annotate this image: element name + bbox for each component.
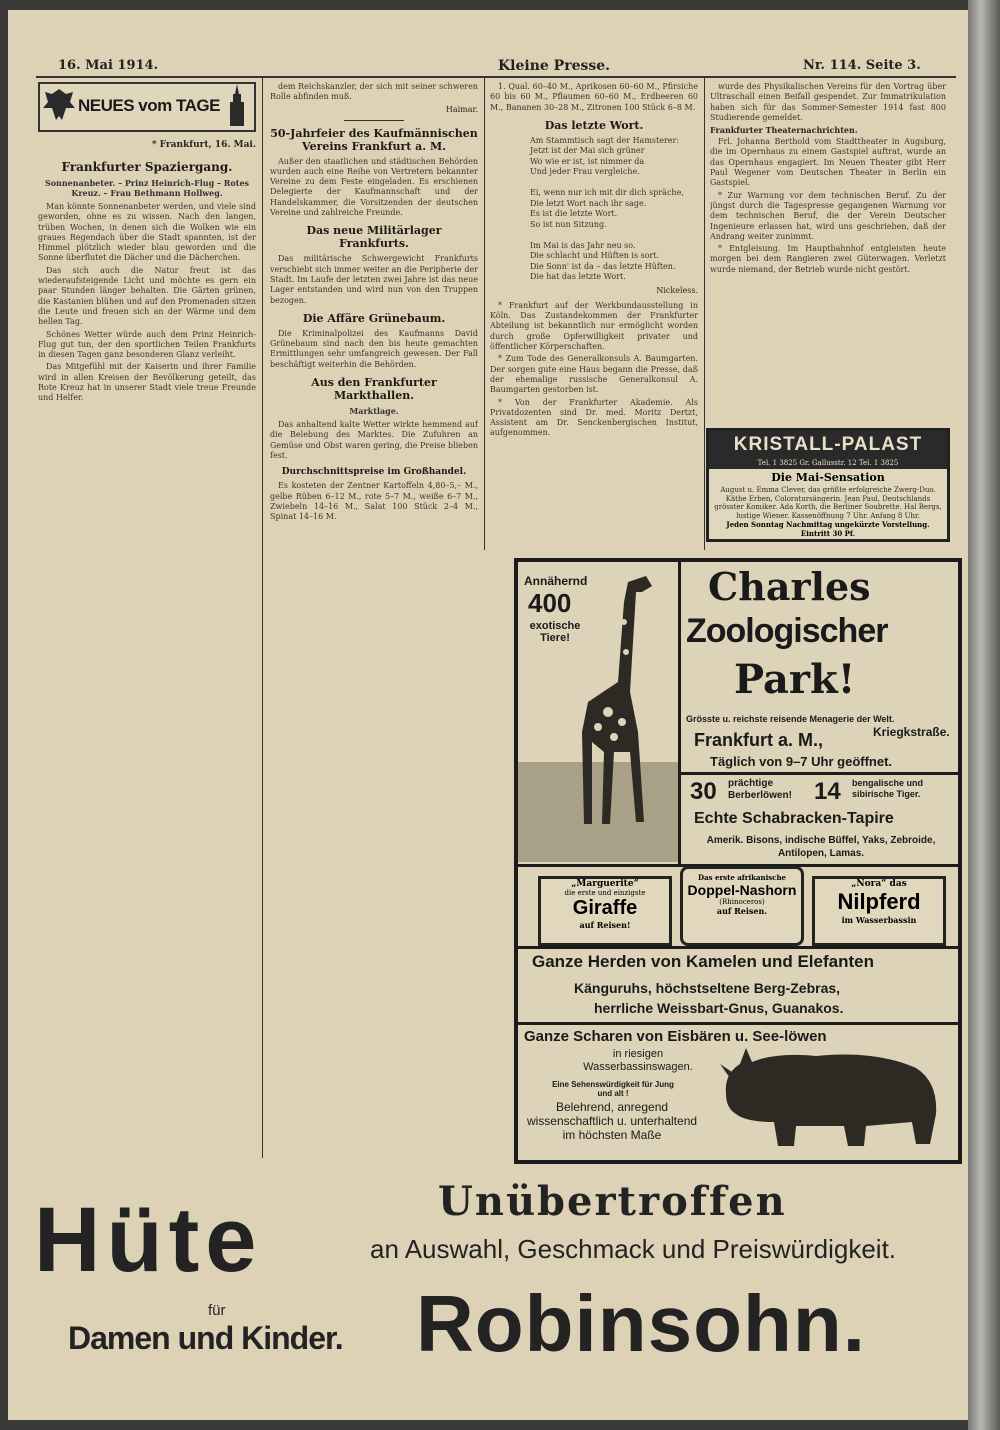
nilpferd-box-top: „Nora“ das — [851, 879, 907, 889]
cathedral-icon — [222, 84, 252, 126]
rhinoceros-icon — [716, 1034, 946, 1154]
nilpferd-box — [812, 876, 946, 946]
fuer-text: für — [208, 1302, 226, 1319]
unuebertroffen-text: Unübertroffen — [438, 1178, 787, 1225]
eagle-icon — [42, 86, 76, 124]
belehrend-text: Belehrend, anregend wissenschaftlich u. unterhaltend im höchsten Maße — [526, 1100, 698, 1142]
column-divider — [262, 78, 263, 1158]
divider — [518, 1022, 958, 1025]
nashorn-box-bottom: auf Reisen. — [716, 906, 768, 916]
kristall-headline: Die Mai-Sensation — [771, 471, 885, 484]
robinsohn-name: Robinsohn. — [416, 1279, 866, 1368]
masthead-rule — [36, 76, 956, 78]
zoo-hours: Täglich von 9–7 Uhr geöffnet. — [710, 754, 893, 769]
column-divider — [704, 78, 705, 550]
neues-vom-tage-logo — [38, 82, 256, 132]
zoo-street: Kriegkstraße. — [873, 725, 950, 739]
book-binding-edge — [968, 0, 1000, 1430]
poem-title: Das letzte Wort. — [544, 118, 644, 132]
article-paragraph: dem Reichskanzler, der sich mit seiner schweren Rolle abfinden muß. — [270, 82, 478, 102]
sehens-text: Eine Sehenswürdigkeit für Jung und alt ! — [552, 1080, 674, 1098]
article-heading: Das neue Militärlager Frankfurts. — [306, 224, 442, 251]
giraffe-box-big: Giraffe — [572, 897, 638, 919]
poem-line: Am Stammtisch sagt der Hamsterer: — [530, 135, 680, 145]
article-heading: 50-Jahrfeier des Kaufmännischen Vereins Frankfurt a. M. — [270, 126, 478, 153]
poem-line: Die Sonn' ist da – das letzte Hüften. — [530, 261, 676, 271]
giraffe-box-mid: die erste und einzigste — [564, 889, 646, 897]
article-heading: Frankfurter Theaternachrichten. — [710, 125, 858, 136]
article-paragraph: * Entgleisung. Im Hauptbahnhof entgleisten heute morgen bei dem Rangieren zwei Güterwagen. Verletzt wurde niemand, der Betrieb wurde nicht gestört. — [710, 244, 946, 274]
kristall-body: August u. Emma Clever, das größte erfolgreiche Zwerg-Duo. Käthe Erben, Coloratursängerin. Jean Paul, Deutschlands grösster Komiker. Ada Korth, die Berliner Soubrette. Hal Bergs, lustige Wiener. Kassenöffnung 7 Uhr. Anfang 8 Uhr. — [714, 486, 942, 520]
article-paragraph: Das militärische Schwergewicht Frankfurts verschiebt sich immer weiter an die Peripherie der Stadt. Im Laufe der letzten zwei Jahre ist das neue Lager entstanden und wird nun von den Truppen bezogen. — [270, 254, 478, 305]
poem-signature: Nickeless. — [656, 285, 698, 295]
gnus-text: herrliche Weissbart-Gnus, Guanakos. — [594, 1000, 844, 1016]
nilpferd-box-big: Nilpferd — [837, 889, 921, 914]
poem-line — [530, 178, 698, 189]
middle-column — [270, 82, 478, 1158]
right-middle-column — [490, 82, 698, 550]
article-subheading: Marktlage. — [349, 406, 399, 417]
kristall-footer: Jeden Sonntag Nachmittag ungekürzte Vorstellung. Eintritt 30 Pf. — [726, 520, 930, 538]
article-paragraph: 1. Qual. 60–40 M., Aprikosen 60–60 M., Pfirsiche 60 bis 60 M., Pflaumen 60–60 M., Erdbeeren 60 M., Bananen 30–28 M., Zitronen 100 Stück 6–8 M. — [490, 82, 698, 112]
tigers-count: 14 — [814, 778, 841, 805]
giraffe-icon — [518, 562, 678, 862]
damen-kinder-text: Damen und Kinder. — [68, 1320, 343, 1356]
bears-text: Ganze Scharen von Eisbären u. See-löwen — [524, 1028, 827, 1045]
article-paragraph: Frl. Johanna Berthold vom Stadttheater in Augsburg, die im Opernhaus zu einem Gastspiel auftrat, wurde an das Opernhaus engagiert. Im Neuen Theater gibt Herr Paul Wegener vom Deutschen Theater in Berlin ein Gastspiel. — [710, 137, 946, 188]
nashorn-box-top: Das erste afrikanische — [698, 873, 786, 882]
poem-line: Ei, wenn nur ich mit dir dich spräche, — [530, 188, 684, 198]
logo-text: NEUES vom TAGE — [78, 96, 220, 115]
article-title: Frankfurter Spaziergang. — [61, 160, 233, 174]
herds-text: Ganze Herden von Kamelen und Elefanten — [532, 952, 874, 971]
column-divider — [484, 78, 485, 550]
nashorn-box — [680, 866, 804, 946]
animals-list: Amerik. Bisons, indische Büffel, Yaks, Zebroide, Antilopen, Lamas. — [706, 835, 936, 859]
article-tagline: Sonnenanbeter. – Prinz Heinrich-Flug – Rotes Kreuz. – Frau Bethmann Hollweg. — [44, 178, 250, 198]
divider — [344, 120, 404, 121]
kristall-phone: Tel. 1 3825 Gr. Gallusstr. 12 Tel. 1 3825 — [709, 459, 947, 469]
left-column — [38, 82, 256, 1158]
giraffe-illustration-panel — [518, 562, 681, 864]
huete-text: Hüte — [34, 1189, 263, 1291]
robinsohn-ad — [28, 1170, 958, 1410]
lions-count: 30 — [690, 778, 717, 805]
zoo-title-park: Park! — [734, 656, 856, 703]
tapire-text: Echte Schabracken-Tapire — [694, 810, 894, 827]
masthead-paper-name: Kleine Presse. — [498, 58, 611, 74]
article-paragraph: * Zur Warnung vor dem technischen Beruf. Zu der jüngst durch die Tagespresse gegangenen Warnung vor dem technischen Beruf, die der Verein Deutscher Ingenieure erlassen hat, wird uns geschrieben, daß der Andrang weiter zunimmt. — [710, 190, 946, 241]
poem-line: Wo wie er ist, ist nimmer da — [530, 156, 645, 166]
article-heading: Aus den Frankfurter Markthallen. — [311, 376, 437, 403]
giraffe-box-bottom: auf Reisen! — [579, 920, 631, 930]
newspaper-page — [8, 10, 968, 1420]
far-right-column — [710, 82, 946, 430]
signature: Haimar. — [445, 104, 478, 114]
zoo-title-zoologischer: Zoologischer — [686, 612, 888, 650]
nashorn-box-mid: (Rhinoceros) — [719, 898, 765, 906]
giraffe-box — [538, 876, 672, 946]
masthead-page-number: Nr. 114. Seite 3. — [803, 58, 921, 73]
auswahl-text: an Auswahl, Geschmack und Preiswürdigkeit. — [370, 1234, 897, 1264]
poem-line: So ist nun Sitzung. — [530, 219, 607, 229]
divider — [518, 946, 958, 949]
article-paragraph: Schönes Wetter würde auch dem Prinz Heinrich-Flug gut tun, der den sportlichen Teilen Frankfurts in diesen Tagen ganz besonderen Glanz verleiht. — [38, 329, 256, 360]
masthead — [28, 58, 958, 78]
article-heading: Durchschnittspreise im Großhandel. — [281, 467, 467, 478]
nashorn-box-big: Doppel-Nashorn — [687, 882, 797, 898]
article-paragraph: * Frankfurt auf der Werkbundausstellung in Köln. Das Zustandekommen der Frankfurter Abteilung ist bekanntlich nur ermöglicht worden durch große Opferwilligkeit privater und öffentlicher Körperschaften. — [490, 300, 698, 352]
article-paragraph: Man könnte Sonnenanbeter werden, und viele sind geworden, ohne es zu wissen. Nach den langen, trüben Wochen, in denen sich die Wolken wie ein graues Regendach über die Stadt spannten, ist der Himmel plötzlich wieder blau geworden und die Sonne überflutet die Dächer und die Dächerchen. — [38, 202, 256, 263]
kristall-title: KRISTALL-PALAST — [709, 431, 947, 459]
article-paragraph: * Zum Tode des Generalkonsuls A. Baumgarten. Der sorgen gute eine Haus begann die Presse, daß der ehemalige russische Generalkonsul A. Baumgarten gestorben ist. — [490, 354, 698, 395]
article-paragraph: Die Kriminalpolizei des Kaufmanns David Grünebaum sind nach den bis heute gemachten Ermittlungen sehr umfangreich gewesen. Der Fall beschäftigt weiterhin die Behörden. — [270, 328, 478, 369]
article-paragraph: wurde des Physikalischen Vereins für den Vortrag über Ultraschall einen Beifall gespendet. Zur Immatrikulation haben sich für das Sommer-Semester 1914 fast 800 Studierende gemeldet. — [710, 82, 946, 122]
lead-bottom: exotische Tiere! — [529, 620, 581, 644]
article-heading: Die Affäre Grünebaum. — [302, 311, 446, 325]
lions-text: prächtige Berberlöwen! — [728, 778, 792, 801]
article-paragraph: Das Mitgefühl mit der Kaiserin und ihrer Familie wird in allen Kreisen der Bevölkerung geteilt, das Rote Kreuz hat in unserer Stadt viele treue Freunde und Helfer. — [38, 362, 256, 403]
zebras-text: Känguruhs, höchstseltene Berg-Zebras, — [574, 980, 841, 996]
tigers-text: bengalische und sibirische Tiger. — [852, 778, 924, 799]
lead-top: Annähernd — [524, 574, 588, 588]
poem-line: Die letzt Wort nach ihr sage. — [530, 198, 647, 208]
article-paragraph: * Von der Frankfurter Akademie. Als Privatdozenten sind Dr. med. Moritz Dertzt, Assistent am Dr. Senckenbergischen Institut, aufgenommen. — [490, 397, 698, 438]
poem-line: Es ist die letzte Wort. — [530, 209, 618, 219]
poem — [490, 136, 698, 283]
poem-line: Die schlacht und Hüften is sort. — [530, 251, 660, 261]
dateline: * Frankfurt, 16. Mai. — [151, 140, 256, 150]
zoo-subtitle: Grösste u. reichste reisende Menagerie der Welt. — [686, 714, 895, 724]
masthead-date: 16. Mai 1914. — [58, 58, 159, 73]
kristall-palast-ad — [706, 428, 950, 542]
lead-number: 400 — [528, 588, 572, 618]
giraffe-box-name: „Marguerite“ — [571, 879, 639, 889]
zoo-city: Frankfurt a. M., — [694, 730, 824, 750]
article-paragraph: Außer den staatlichen und städtischen Behörden wurden auch eine Reihe von Vertretern bekannter Vereine zu dem Feste eingeladen. Es erschienen Delegierte der Kaufmannschaft und der Handelskammer, die Vorsitzenden der deutschen Vereine und zahlreiche Freunde. — [270, 156, 478, 218]
poem-line: Und jeder Frau vergleiche. — [530, 167, 640, 177]
zoo-title-charles: Charles — [708, 564, 871, 609]
poem-line: Die hat das letzte Wort. — [530, 272, 626, 282]
poem-line: Jetzt ist der Mai sich grüner — [530, 146, 645, 156]
charles-zoo-ad — [514, 558, 962, 1164]
poem-line — [530, 230, 698, 241]
article-paragraph: Das sich auch die Natur freut ist das wiederaufsteigende Licht und möchte es gern ein paar Stunden länger behalten. Die Gärten grünen, die Kastanien blühen und auf den Promenaden sitzen die Leute und freuen sich an der Wärme und dem hellen Tag. — [38, 265, 256, 327]
article-paragraph: Es kosteten der Zentner Kartoffeln 4,80–5,– M., gelbe Rüben 6–12 M., rote 5–7 M., weiße 6–7 M., Zwiebeln 14–16 M., Salat 100 Stück 2–4 M., Spinat 14–16 M. — [270, 481, 478, 522]
bears-subtext: in riesigen Wasserbassinswagen. — [583, 1048, 693, 1073]
article-paragraph: Das anhaltend kalte Wetter wirkte hemmend auf die Belebung des Marktes. Die Zufuhren an Gemüse und Obst waren gering, die Preise blieben fest. — [270, 420, 478, 460]
nilpferd-box-bottom: im Wasserbassin — [841, 915, 917, 925]
poem-line: Im Mai is das Jahr neu so. — [530, 240, 636, 250]
